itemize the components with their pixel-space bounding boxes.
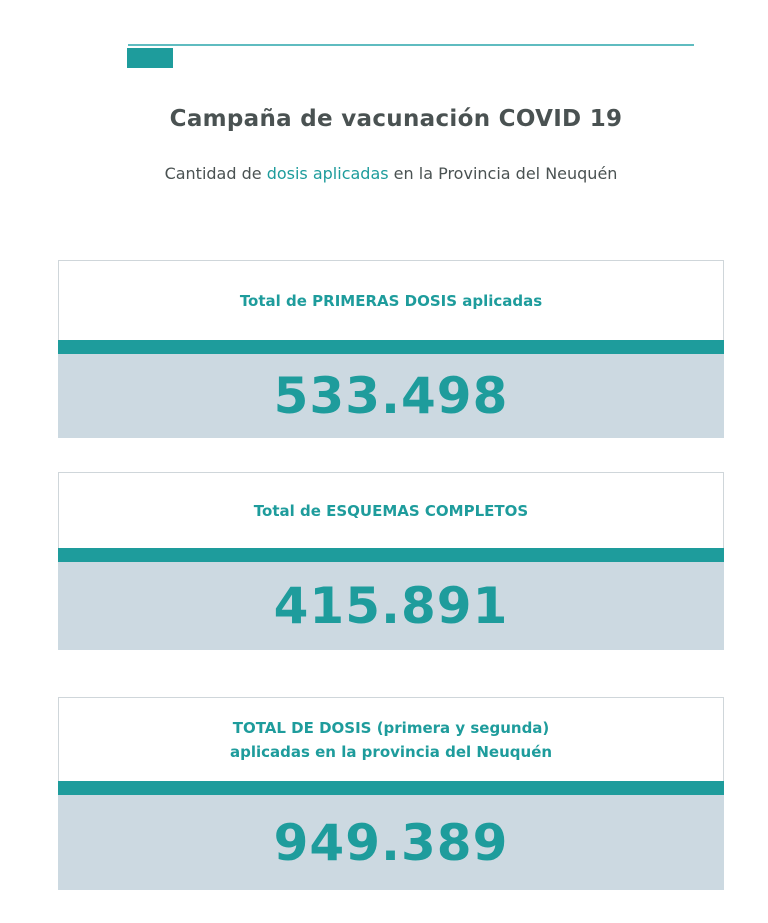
complete-schemes-label-box [58, 472, 724, 548]
complete-schemes-accent-bar [58, 548, 724, 562]
first-doses-value: 533.498 [58, 354, 724, 438]
total-doses-label-box [58, 697, 724, 781]
subtitle-text-end: en la Provincia del Neuquén [388, 164, 618, 183]
total-doses-value: 949.389 [58, 795, 724, 890]
complete-schemes-card [58, 472, 724, 650]
subtitle-text-start: Cantidad de [164, 164, 267, 183]
header-accent-block [127, 48, 173, 68]
total-doses-accent-bar [58, 781, 724, 795]
first-doses-label: Total de PRIMERAS DOSIS aplicadas [239, 291, 543, 310]
page-title: Campaña de vacunación COVID 19 [169, 106, 623, 132]
header-divider-line [128, 44, 694, 46]
first-doses-label-box [58, 260, 724, 340]
first-doses-accent-bar [58, 340, 724, 354]
complete-schemes-value: 415.891 [58, 562, 724, 650]
complete-schemes-label: Total de ESQUEMAS COMPLETOS [253, 501, 529, 520]
total-doses-card [58, 697, 724, 890]
subtitle-highlight: dosis aplicadas [266, 164, 389, 183]
first-doses-card [58, 260, 724, 438]
total-doses-label-line1: TOTAL DE DOSIS (primera y segunda) [232, 718, 550, 737]
page-subtitle [0, 164, 768, 183]
total-doses-label-line2: aplicadas en la provincia del Neuquén [229, 742, 553, 761]
